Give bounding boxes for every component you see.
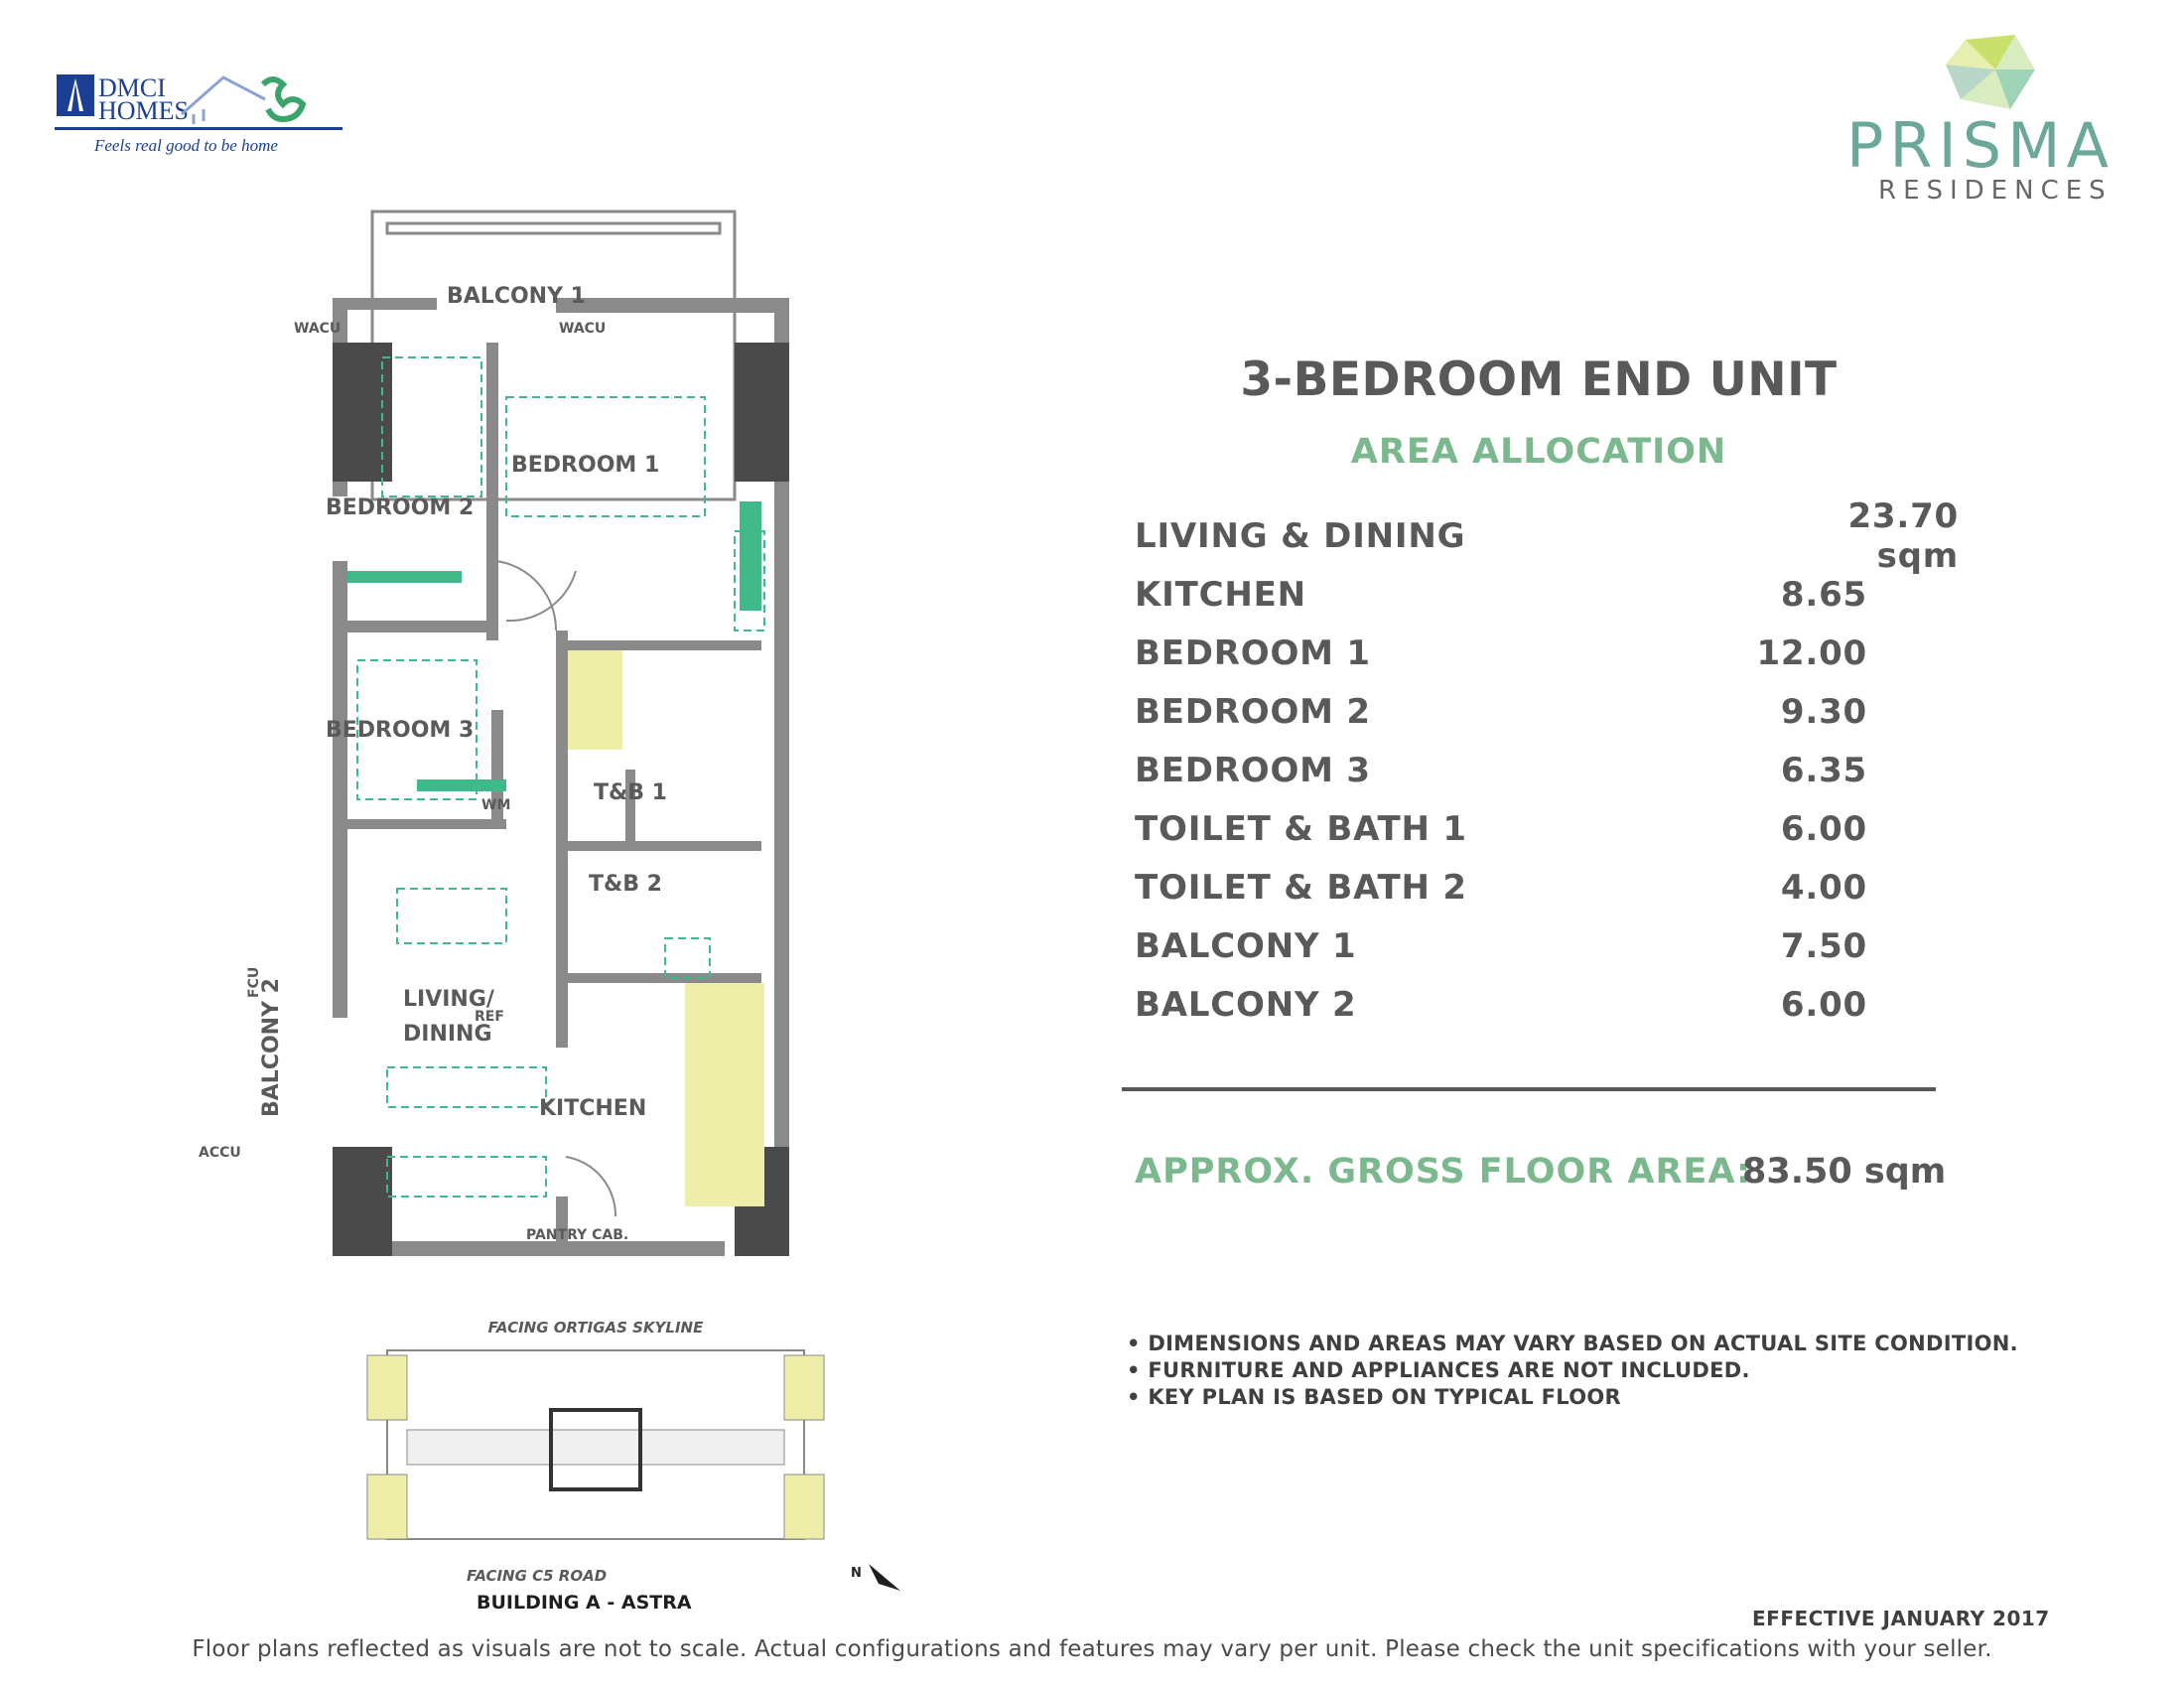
dmci-logo-text-1: DMCI — [98, 73, 166, 102]
area-row — [1135, 917, 1959, 976]
keyplan-bottom-label: FACING C5 ROAD — [467, 1567, 608, 1585]
effective-date: EFFECTIVE JANUARY 2017 — [1752, 1607, 2050, 1630]
area-row — [1135, 565, 1959, 624]
note-item: • KEY PLAN IS BASED ON TYPICAL FLOOR — [1127, 1385, 1621, 1409]
tb1-vanity-tile — [568, 650, 622, 750]
column — [735, 343, 789, 482]
area-row — [1135, 741, 1959, 799]
unit-floor-plan — [199, 204, 943, 1276]
area-label: BEDROOM 3 — [1135, 750, 1371, 790]
dmci-homes-logo — [55, 70, 352, 189]
area-value: 8.65 — [1780, 574, 1867, 615]
area-value: 4.00 — [1780, 868, 1867, 909]
area-value: 9.30 — [1780, 691, 1867, 732]
dmci-tagline: Feels real good to be home — [94, 136, 278, 155]
balcony1-railing — [387, 223, 720, 233]
area-allocation-table — [1135, 495, 1959, 1035]
keyplan-building-outline — [367, 1350, 824, 1539]
dmci-logo-text-2: HOMES — [98, 96, 190, 125]
label-living-1: LIVING/ — [403, 987, 494, 1012]
label-living-2: DINING — [403, 1022, 492, 1047]
area-allocation-heading: AREA ALLOCATION — [1350, 432, 1727, 472]
keyplan-top-label: FACING ORTIGAS SKYLINE — [487, 1319, 704, 1336]
label-fcu: FCU — [246, 966, 262, 998]
column — [333, 1147, 392, 1256]
label-bedroom-1: BEDROOM 1 — [511, 453, 660, 478]
prisma-gem-icon — [1946, 35, 2035, 109]
area-row — [1135, 682, 1959, 741]
area-label: LIVING & DINING — [1135, 515, 1466, 556]
note-item: • FURNITURE AND APPLIANCES ARE NOT INCLUDED. — [1127, 1358, 1750, 1382]
label-kitchen: KITCHEN — [539, 1096, 647, 1121]
label-pantry: PANTRY CAB. — [526, 1227, 629, 1243]
area-row — [1135, 799, 1959, 858]
disclaimer-text: Floor plans reflected as visuals are not to scale. Actual configurations and features may vary per unit. Please check the unit specifications with your seller. — [192, 1636, 1992, 1662]
building-key-plan — [357, 1311, 834, 1618]
kitchen-counter-tile — [685, 983, 764, 1206]
label-wacu-left: WACU — [294, 321, 341, 337]
area-row — [1135, 859, 1959, 917]
label-tb-2: T&B 2 — [589, 872, 662, 897]
north-label: N — [851, 1566, 862, 1581]
label-accu: ACCU — [199, 1145, 241, 1161]
keyplan-building-name: BUILDING A - ASTRA — [477, 1592, 692, 1614]
prisma-residences-logo — [1837, 30, 2154, 209]
area-label: BALCONY 2 — [1135, 985, 1357, 1026]
north-arrow-icon — [849, 1549, 908, 1599]
area-label: BALCONY 1 — [1135, 926, 1357, 967]
area-row — [1135, 495, 1959, 576]
area-label: TOILET & BATH 2 — [1135, 868, 1467, 909]
area-value: 6.00 — [1780, 985, 1867, 1026]
label-balcony-1: BALCONY 1 — [447, 284, 586, 309]
area-value: 12.00 — [1756, 633, 1867, 673]
gross-floor-area-value: 83.50 sqm — [1742, 1152, 1947, 1192]
area-value: 7.50 — [1780, 926, 1867, 967]
note-item: • DIMENSIONS AND AREAS MAY VARY BASED ON ACTUAL SITE CONDITION. — [1127, 1332, 2018, 1355]
label-balcony-2: BALCONY 2 — [259, 978, 284, 1117]
area-value: 6.35 — [1780, 750, 1867, 790]
area-value: 6.00 — [1780, 809, 1867, 850]
notes-list — [1127, 1331, 2018, 1411]
area-label: KITCHEN — [1135, 574, 1306, 615]
area-label: BEDROOM 1 — [1135, 633, 1371, 673]
residences-logo-text: RESIDENCES — [1878, 176, 2113, 206]
label-tb-1: T&B 1 — [594, 780, 667, 805]
area-row — [1135, 976, 1959, 1035]
area-label: BEDROOM 2 — [1135, 691, 1371, 732]
label-ref: REF — [475, 1009, 504, 1025]
label-wm: WM — [481, 797, 511, 813]
unit-title: 3-BEDROOM END UNIT — [1240, 352, 1838, 407]
label-bedroom-3: BEDROOM 3 — [326, 718, 475, 743]
area-row — [1135, 624, 1959, 682]
prisma-logo-text: PRISMA — [1846, 109, 2116, 182]
divider — [1122, 1087, 1936, 1091]
area-label: TOILET & BATH 1 — [1135, 809, 1467, 850]
area-value: 23.70 sqm — [1847, 495, 1959, 576]
gross-floor-area-label: APPROX. GROSS FLOOR AREA: — [1135, 1152, 1752, 1192]
label-bedroom-2: BEDROOM 2 — [326, 495, 475, 520]
label-wacu-right: WACU — [559, 321, 607, 337]
